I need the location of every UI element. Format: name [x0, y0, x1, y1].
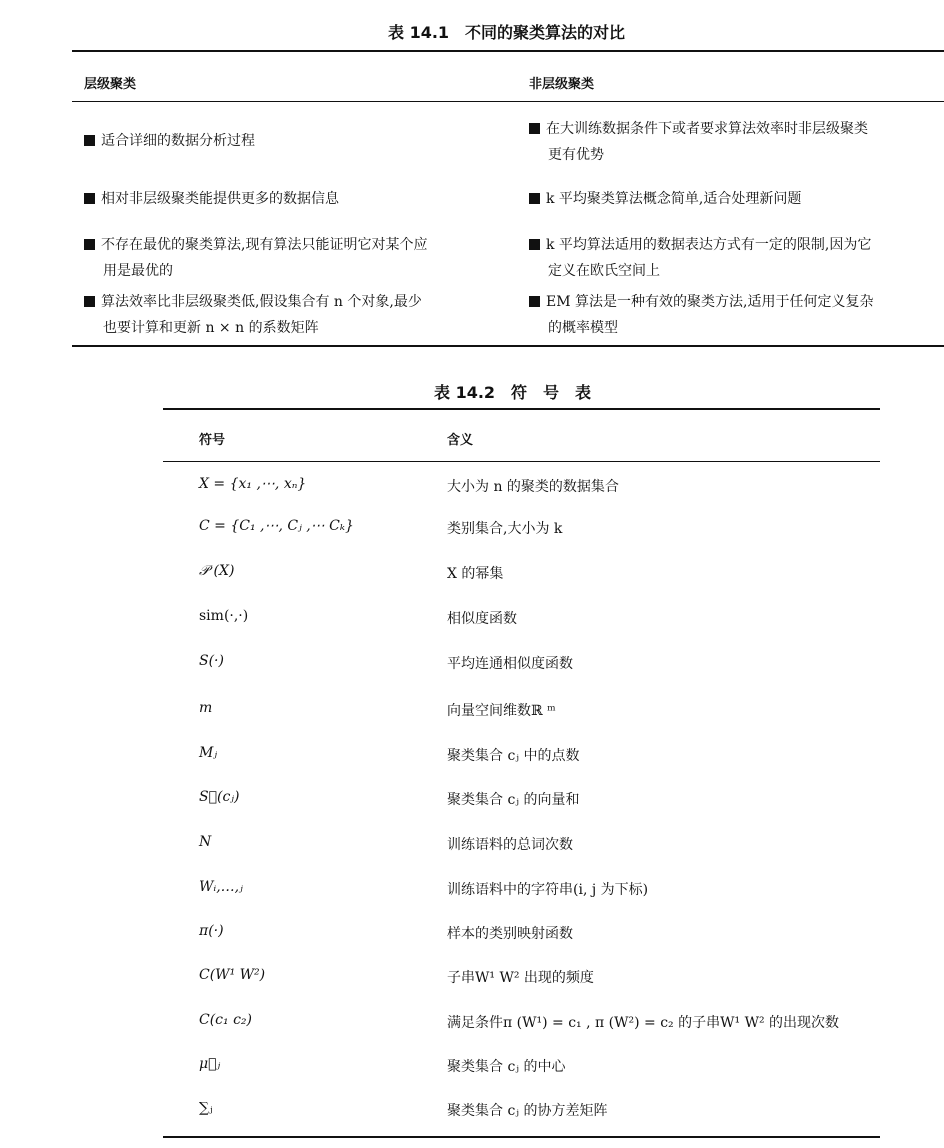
- table1-row4-right: EM 算法是一种有效的聚类方法,适用于任何定义复杂 的概率模型: [529, 289, 944, 341]
- table1-row2-right: k 平均聚类算法概念简单,适合处理新问题: [529, 186, 944, 212]
- table2-top-rule: [163, 408, 880, 410]
- meaning-cell: X 的幂集: [447, 566, 504, 582]
- table2-bottom-rule: [163, 1136, 880, 1138]
- table1-title: 表 14.1 不同的聚类算法的对比: [388, 23, 626, 42]
- symbol-cell: C = {C₁ ,⋯, Cⱼ ,⋯ Cₖ}: [199, 518, 354, 534]
- bullet-square-icon: [84, 239, 95, 250]
- meaning-cell: 向量空间维数ℝ ᵐ: [447, 703, 556, 719]
- bullet-square-icon: [84, 135, 95, 146]
- symbol-cell: 𝒫 (X): [199, 563, 235, 579]
- table2-title: 表 14.2 符 号 表: [434, 383, 592, 402]
- table1-row3-left: 不存在最优的聚类算法,现有算法只能证明它对某个应 用是最优的: [84, 232, 524, 284]
- table1-header-hierarchical: 层级聚类: [84, 77, 137, 92]
- bullet-square-icon: [529, 193, 540, 204]
- meaning-cell: 聚类集合 cⱼ 的中心: [447, 1059, 566, 1075]
- table1-top-rule: [72, 50, 944, 52]
- meaning-cell: 聚类集合 cⱼ 中的点数: [447, 748, 580, 764]
- table2-header-rule: [163, 461, 880, 462]
- symbol-cell: S(·): [199, 653, 224, 669]
- table1-row1-left: 适合详细的数据分析过程: [84, 128, 514, 154]
- symbol-cell: S⃗(cⱼ): [199, 789, 240, 805]
- table1-row3-right: k 平均算法适用的数据表达方式有一定的限制,因为它 定义在欧氏空间上: [529, 232, 944, 284]
- meaning-cell: 训练语料的总词次数: [447, 837, 573, 853]
- symbol-cell: μ⃗ⱼ: [199, 1056, 221, 1072]
- symbol-cell: C(c₁ c₂): [199, 1012, 252, 1028]
- table1-header-rule: [72, 101, 944, 102]
- table2-header-meaning: 含义: [447, 433, 474, 448]
- meaning-cell: 聚类集合 cⱼ 的向量和: [447, 792, 580, 808]
- table1-row4-left: 算法效率比非层级聚类低,假设集合有 n 个对象,最少 也要计算和更新 n × n 的系数矩阵: [84, 289, 524, 341]
- symbol-cell: Mⱼ: [199, 745, 218, 761]
- bullet-square-icon: [529, 239, 540, 250]
- bullet-square-icon: [84, 193, 95, 204]
- symbol-cell: X = {x₁ ,⋯, xₙ}: [199, 476, 307, 492]
- bullet-square-icon: [529, 123, 540, 134]
- meaning-cell: 平均连通相似度函数: [447, 656, 573, 672]
- symbol-cell: C(W¹ W²): [199, 967, 266, 983]
- symbol-cell: sim(·,·): [199, 608, 249, 624]
- meaning-cell: 类别集合,大小为 k: [447, 521, 563, 537]
- bullet-square-icon: [84, 296, 95, 307]
- table1-row1-right: 在大训练数据条件下或者要求算法效率时非层级聚类 更有优势: [529, 116, 944, 168]
- meaning-cell: 聚类集合 cⱼ 的协方差矩阵: [447, 1103, 608, 1119]
- symbol-cell: π(·): [199, 923, 224, 939]
- meaning-cell: 满足条件π (W¹) = c₁ , π (W²) = c₂ 的子串W¹ W² 的出现次数: [447, 1015, 840, 1031]
- symbol-cell: ∑ⱼ: [199, 1100, 213, 1116]
- meaning-cell: 训练语料中的字符串(i, j 为下标): [447, 882, 649, 898]
- table1-header-nonhierarchical: 非层级聚类: [529, 77, 595, 92]
- table2-header-symbol: 符号: [199, 433, 226, 448]
- meaning-cell: 大小为 n 的聚类的数据集合: [447, 479, 619, 495]
- symbol-cell: m: [199, 700, 213, 716]
- symbol-cell: N: [199, 834, 212, 850]
- table1-row2-left: 相对非层级聚类能提供更多的数据信息: [84, 186, 514, 212]
- table1-bottom-rule: [72, 345, 944, 347]
- meaning-cell: 子串W¹ W² 出现的频度: [447, 970, 594, 986]
- symbol-cell: Wᵢ,…,ⱼ: [199, 879, 243, 895]
- meaning-cell: 相似度函数: [447, 611, 517, 627]
- bullet-square-icon: [529, 296, 540, 307]
- meaning-cell: 样本的类别映射函数: [447, 926, 573, 942]
